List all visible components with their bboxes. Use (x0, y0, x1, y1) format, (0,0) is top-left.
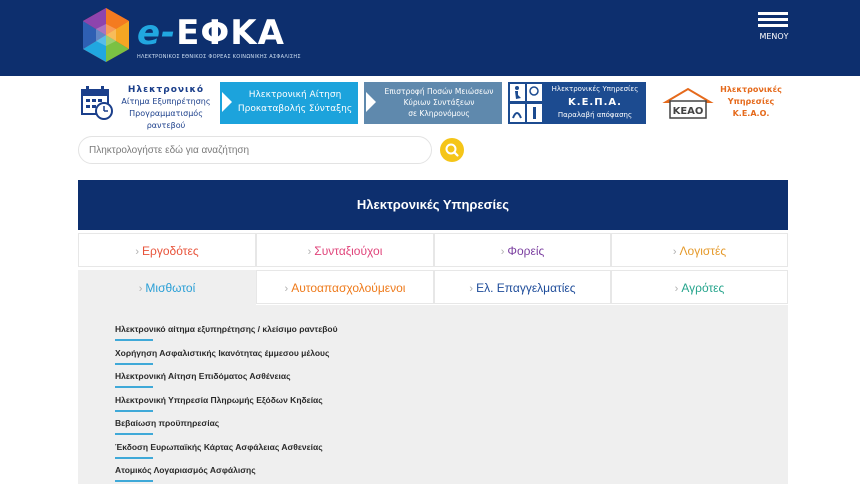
service-link[interactable] (115, 441, 323, 463)
tab-label: Μισθωτοί (145, 281, 196, 295)
service-link-label: Έκδοση Ευρωπαϊκής Κάρτας Ασφάλειας Ασθενείας (115, 441, 323, 452)
banner-advance-line1: Ηλεκτρονική Αίτηση (248, 90, 342, 100)
tab-label: Αγρότες (681, 281, 725, 295)
chevron-right-icon: › (138, 283, 143, 295)
banner-refund-line2: Κύριων Συντάξεων (403, 98, 475, 107)
banner-pension-advance[interactable] (220, 82, 358, 124)
tab-row1-3[interactable] (611, 233, 788, 267)
service-link-label: Ατομικός Λογαριασμός Ασφάλισης (115, 465, 256, 475)
service-link-label: Βεβαίωση προϋπηρεσίας (115, 418, 220, 428)
link-underline (115, 433, 153, 435)
banner-kepa-text (544, 82, 646, 124)
hamburger-icon-bar (758, 18, 788, 21)
tab-label: Αυτοαπασχολούμενοι (291, 281, 406, 295)
chevron-right-icon: › (307, 246, 312, 258)
banner-keao-text (718, 84, 784, 120)
banner-kepa[interactable] (508, 82, 646, 124)
hexagon-logo-icon (79, 6, 133, 64)
tab-row2-2[interactable] (434, 270, 611, 304)
tab-label: Φορείς (507, 244, 545, 258)
service-link[interactable] (115, 464, 256, 486)
hamburger-icon-bar (758, 24, 788, 27)
chevron-right-icon: › (469, 283, 474, 295)
accessibility-icon (508, 82, 544, 124)
banner-kepa-line2: Κ.Ε.Π.Α. (568, 97, 622, 108)
house-icon-label: ΚΕΑΟ (672, 106, 704, 117)
link-underline (115, 480, 153, 482)
service-link[interactable] (115, 394, 323, 416)
link-underline (115, 457, 153, 459)
service-link[interactable] (115, 417, 219, 439)
tab-label: Εργοδότες (142, 244, 199, 258)
banner-pension-refund[interactable] (364, 82, 502, 124)
tab-label: Ελ. Επαγγελματίες (476, 281, 576, 295)
search-button[interactable] (440, 138, 464, 162)
banner-keao-line2: Υπηρεσίες (727, 97, 775, 106)
banner-refund-line1: Επιστροφή Ποσών Μειώσεων (384, 87, 494, 96)
hamburger-icon (758, 12, 788, 15)
search-icon (440, 138, 464, 162)
banner-keao[interactable] (656, 82, 786, 124)
quick-links-banners (78, 82, 786, 130)
tab-label: Λογιστές (679, 244, 727, 258)
tab-row2-1[interactable] (256, 270, 434, 304)
banner-appointment[interactable] (78, 82, 218, 130)
tab-row2-0[interactable] (78, 270, 256, 305)
link-underline (115, 339, 153, 341)
banner-keao-line3: Κ.Ε.Α.Ο. (732, 109, 770, 118)
house-icon (658, 86, 718, 120)
tab-row2-3[interactable] (611, 270, 788, 304)
banner-pension-advance-text (234, 88, 356, 116)
banner-appointment-line1: Ηλεκτρονικό (127, 85, 205, 95)
banner-appointment-line2: Αίτημα Εξυπηρέτησης (121, 97, 211, 106)
service-link-label: Ηλεκτρονικό αίτημα εξυπηρέτησης / κλείσιμο ραντεβού (115, 324, 338, 334)
banner-kepa-line3: Παραλαβή απόφασης (557, 111, 633, 119)
service-link-label: Ηλεκτρονική Αίτηση Επιδόματος Ασθένειας (115, 371, 291, 381)
tab-row1-2[interactable] (434, 233, 611, 267)
banner-pension-refund-text (378, 86, 500, 119)
tab-label: Συνταξιούχοι (314, 244, 383, 258)
chevron-right-icon: › (135, 246, 140, 258)
link-underline (115, 363, 153, 365)
service-link[interactable] (115, 370, 290, 392)
banner-refund-line3: σε Κληρονόμους (408, 109, 470, 118)
search-input[interactable] (78, 136, 432, 164)
link-underline (115, 386, 153, 388)
chevron-right-icon: › (674, 283, 679, 295)
tab-row1-0[interactable] (78, 233, 256, 267)
site-header (0, 0, 860, 76)
chevron-right-icon: › (672, 246, 677, 258)
banner-advance-line2: Προκαταβολής Σύνταξης (237, 104, 353, 114)
menu-label: ΜΕΝΟΥ (759, 32, 789, 41)
service-link-label: Ηλεκτρονική Υπηρεσία Πληρωμής Εξόδων Κηδείας (115, 394, 323, 405)
service-link[interactable] (115, 347, 329, 369)
arrow-right-icon (366, 92, 376, 112)
arrow-right-icon (222, 92, 232, 112)
efka-logo[interactable] (79, 6, 319, 66)
tab-row1-1[interactable] (256, 233, 434, 267)
logo-subtitle: ΗΛΕΚΤΡΟΝΙΚΟΣ ΕΘΝΙΚΟΣ ΦΟΡΕΑΣ ΚΟΙΝΩΝΙΚΗΣ ΑΣΦΑΛΙΣΗΣ (137, 54, 301, 60)
logo-wordmark: e-ΕΦΚΑ (137, 13, 285, 53)
chevron-right-icon: › (500, 246, 505, 258)
banner-appointment-text (116, 84, 216, 132)
banner-keao-line1: Ηλεκτρονικές (720, 85, 782, 94)
services-title: Ηλεκτρονικές Υπηρεσίες (78, 180, 788, 230)
service-link[interactable] (115, 323, 338, 345)
services-content-panel (78, 305, 788, 484)
menu-button[interactable] (752, 12, 796, 46)
chevron-right-icon: › (284, 283, 289, 295)
banner-appointment-line3: Προγραμματισμός ραντεβού (129, 109, 203, 130)
service-link-label: Χορήγηση Ασφαλιστικής Ικανότητας έμμεσου μέλους (115, 347, 330, 358)
link-underline (115, 410, 153, 412)
banner-kepa-line1: Ηλεκτρονικές Υπηρεσίες (551, 85, 639, 93)
calendar-clock-icon (80, 84, 114, 120)
